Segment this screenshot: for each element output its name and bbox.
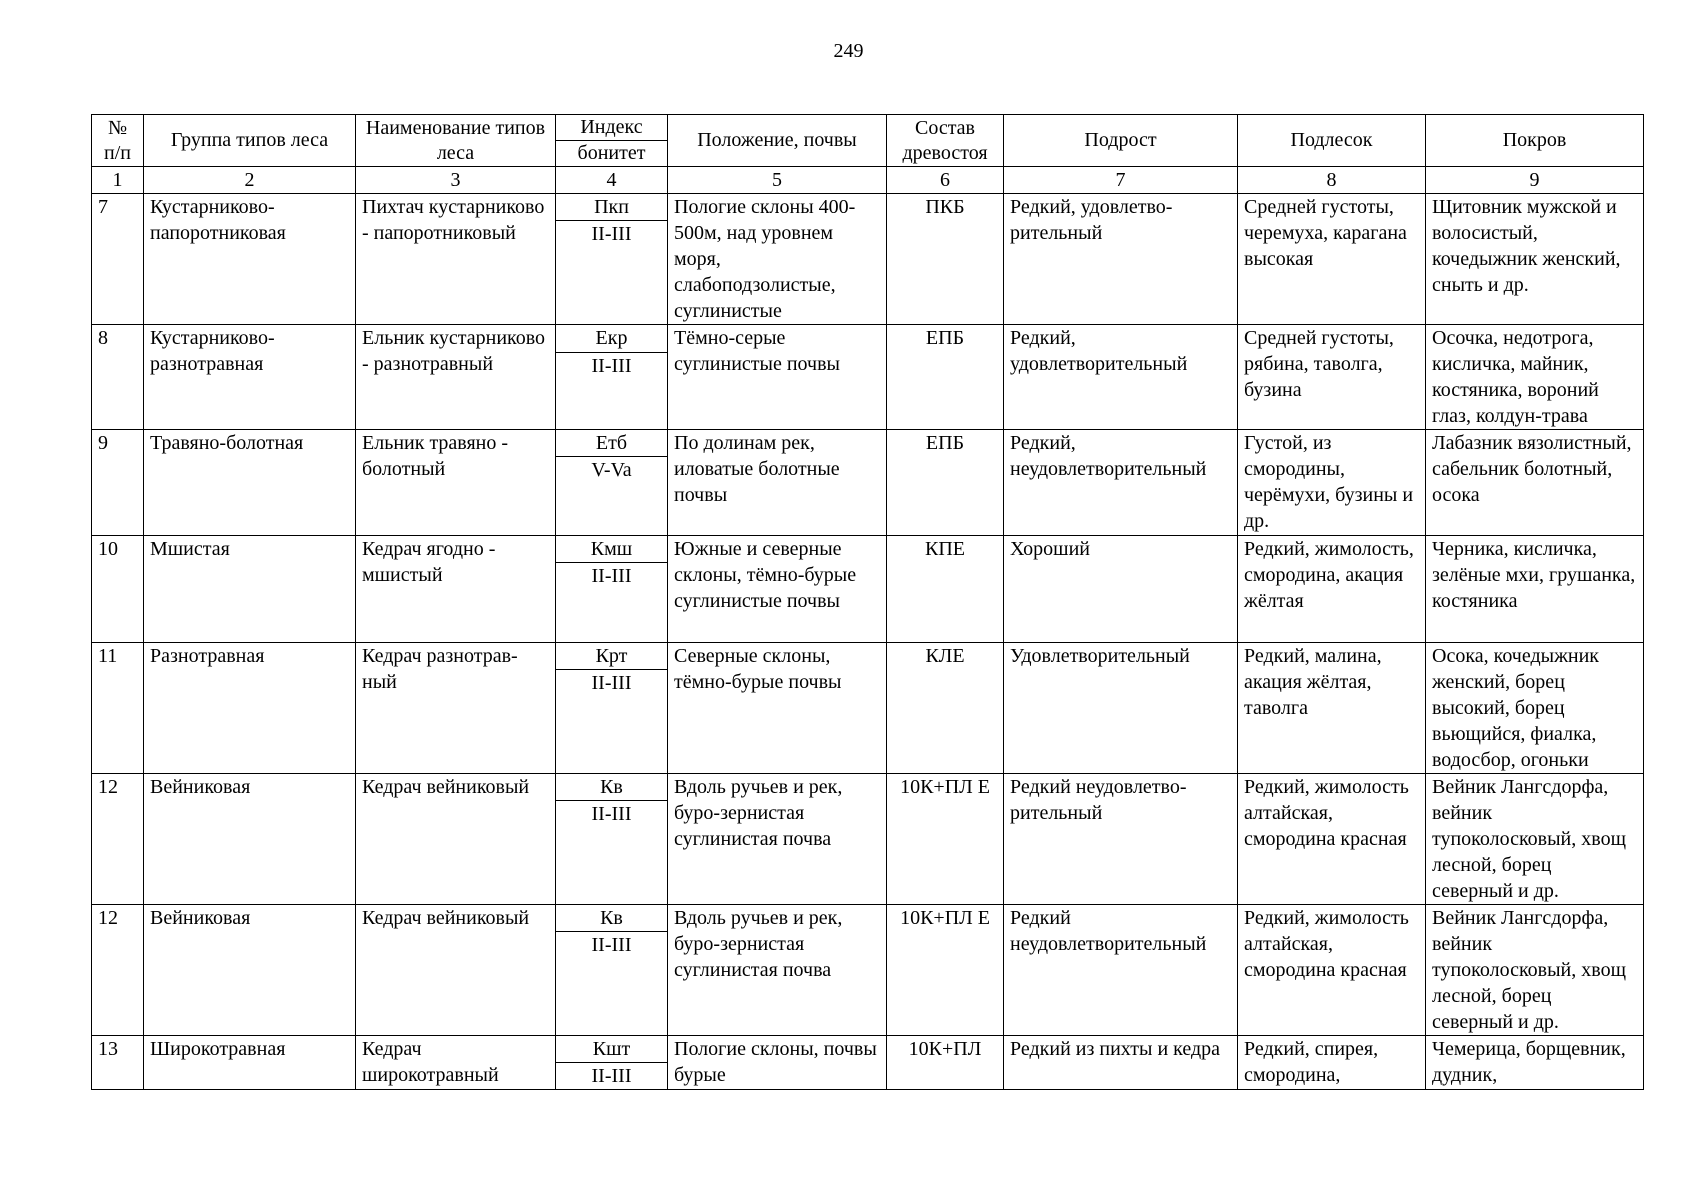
- cell-group: Кустарниково-разнотравная: [144, 325, 356, 430]
- header-group: Группа типов леса: [144, 115, 356, 167]
- cell-num: 13: [92, 1036, 144, 1090]
- cell-undergrowth: Редкий, удовлетворительный: [1004, 325, 1238, 430]
- table-row: [92, 1036, 1644, 1063]
- table-row: [92, 643, 1644, 670]
- column-number: 1: [92, 167, 144, 194]
- cell-composition: КПЕ: [887, 536, 1004, 643]
- column-number: 4: [556, 167, 668, 194]
- cell-group: Вейниковая: [144, 905, 356, 1036]
- cell-position: Южные и северные склоны, тёмно-бурые суглинистые почвы: [668, 536, 887, 643]
- cell-name: Кедрач вейниковый: [356, 905, 556, 1036]
- cell-undergrowth: Редкий неудовлетво-рительный: [1004, 774, 1238, 905]
- cell-cover: Щитовник мужской и волосистый, кочедыжник женский, сныть и др.: [1426, 194, 1644, 325]
- cell-composition: ЕПБ: [887, 430, 1004, 536]
- cell-underbrush: Редкий, жимолость алтайская, смородина красная: [1238, 774, 1426, 905]
- column-number: 5: [668, 167, 887, 194]
- column-number: 9: [1426, 167, 1644, 194]
- cell-num: 8: [92, 325, 144, 430]
- table-body: [92, 167, 1644, 1090]
- table-row: [92, 905, 1644, 932]
- cell-bonitet: II-III: [556, 221, 668, 325]
- cell-position: Вдоль ручьев и рек, буро-зернистая суглинистая почва: [668, 774, 887, 905]
- cell-index: Кв: [556, 905, 668, 932]
- column-number: 2: [144, 167, 356, 194]
- cell-undergrowth: Редкий, неудовлетворительный: [1004, 430, 1238, 536]
- cell-position: Пологие склоны, почвы бурые: [668, 1036, 887, 1090]
- cell-name: Кедрач широкотравный: [356, 1036, 556, 1090]
- cell-group: Травяно-болотная: [144, 430, 356, 536]
- column-numbers-row: [92, 167, 1644, 194]
- cell-cover: Лабазник вязолистный, сабельник болотный, осока: [1426, 430, 1644, 536]
- cell-cover: Чемерица, борщевник, дудник,: [1426, 1036, 1644, 1090]
- header-bonitet: бонитет: [556, 141, 668, 167]
- cell-group: Вейниковая: [144, 774, 356, 905]
- cell-name: Кедрач вейниковый: [356, 774, 556, 905]
- cell-num: 10: [92, 536, 144, 643]
- cell-index: Крт: [556, 643, 668, 670]
- column-number: 7: [1004, 167, 1238, 194]
- cell-cover: Черника, кисличка, зелёные мхи, грушанка, костяника: [1426, 536, 1644, 643]
- cell-bonitet: II-III: [556, 932, 668, 1036]
- header-cover: Покров: [1426, 115, 1644, 167]
- cell-undergrowth: Редкий неудовлетворительный: [1004, 905, 1238, 1036]
- header-name: Наименование типов леса: [356, 115, 556, 167]
- cell-cover: Вейник Лангсдорфа, вейник тупоколосковый, хвощ лесной, борец северный и др.: [1426, 905, 1644, 1036]
- header-undergrowth: Подрост: [1004, 115, 1238, 167]
- cell-bonitet: II-III: [556, 352, 668, 429]
- cell-group: Кустарниково-папоротниковая: [144, 194, 356, 325]
- cell-undergrowth: Удовлетворительный: [1004, 643, 1238, 774]
- cell-undergrowth: Редкий из пихты и кедра: [1004, 1036, 1238, 1090]
- cell-num: 9: [92, 430, 144, 536]
- table-row: [92, 536, 1644, 563]
- cell-composition: ЕПБ: [887, 325, 1004, 430]
- table-row: [92, 194, 1644, 221]
- cell-name: Кедрач разнотрав-ный: [356, 643, 556, 774]
- cell-bonitet: V-Va: [556, 457, 668, 536]
- cell-underbrush: Редкий, малина, акация жёлтая, таволга: [1238, 643, 1426, 774]
- cell-group: Широкотравная: [144, 1036, 356, 1090]
- cell-underbrush: Средней густоты, рябина, таволга, бузина: [1238, 325, 1426, 430]
- cell-name: Ельник кустарниково - разнотравный: [356, 325, 556, 430]
- cell-cover: Осочка, недотрога, кисличка, майник, костяника, вороний глаз, колдун-трава: [1426, 325, 1644, 430]
- cell-undergrowth: Хороший: [1004, 536, 1238, 643]
- cell-composition: ПКБ: [887, 194, 1004, 325]
- cell-group: Мшистая: [144, 536, 356, 643]
- cell-bonitet: II-III: [556, 670, 668, 774]
- column-number: 6: [887, 167, 1004, 194]
- cell-index: Кв: [556, 774, 668, 801]
- cell-composition: КЛЕ: [887, 643, 1004, 774]
- cell-underbrush: Редкий, жимолость, смородина, акация жёлтая: [1238, 536, 1426, 643]
- column-number: 3: [356, 167, 556, 194]
- cell-num: 7: [92, 194, 144, 325]
- cell-index: Пкп: [556, 194, 668, 221]
- cell-composition: 10К+ПЛ Е: [887, 905, 1004, 1036]
- header-position: Положение, почвы: [668, 115, 887, 167]
- cell-num: 12: [92, 774, 144, 905]
- cell-underbrush: Густой, из смородины, черёмухи, бузины и др.: [1238, 430, 1426, 536]
- cell-group: Разнотравная: [144, 643, 356, 774]
- cell-position: Вдоль ручьев и рек, буро-зернистая суглинистая почва: [668, 905, 887, 1036]
- header-underbrush: Подлесок: [1238, 115, 1426, 167]
- cell-position: Пологие склоны 400-500м, над уровнем моря, слабоподзолистые, суглинистые: [668, 194, 887, 325]
- cell-position: Тёмно-серые суглинистые почвы: [668, 325, 887, 430]
- header-num: № п/п: [92, 115, 144, 167]
- cell-index: Кшт: [556, 1036, 668, 1063]
- cell-index: Етб: [556, 430, 668, 457]
- header-index: Индекс: [556, 115, 668, 141]
- cell-position: Северные склоны, тёмно-бурые почвы: [668, 643, 887, 774]
- cell-num: 11: [92, 643, 144, 774]
- table-row: [92, 325, 1644, 353]
- cell-index: Екр: [556, 325, 668, 353]
- cell-index: Кмш: [556, 536, 668, 563]
- forest-types-table: [91, 114, 1644, 1090]
- cell-underbrush: Редкий, спирея, смородина,: [1238, 1036, 1426, 1090]
- cell-cover: Осока, кочедыжник женский, борец высокий, борец вьющийся, фиалка, водосбор, огоньки: [1426, 643, 1644, 774]
- cell-bonitet: II-III: [556, 1063, 668, 1090]
- cell-position: По долинам рек, иловатые болотные почвы: [668, 430, 887, 536]
- cell-bonitet: II-III: [556, 563, 668, 643]
- cell-composition: 10К+ПЛ: [887, 1036, 1004, 1090]
- column-number: 8: [1238, 167, 1426, 194]
- cell-name: Ельник травяно - болотный: [356, 430, 556, 536]
- cell-cover: Вейник Лангсдорфа, вейник тупоколосковый, хвощ лесной, борец северный и др.: [1426, 774, 1644, 905]
- cell-name: Кедрач ягодно - мшистый: [356, 536, 556, 643]
- table-row: [92, 430, 1644, 457]
- header-composition: Состав древостоя: [887, 115, 1004, 167]
- cell-underbrush: Средней густоты, черемуха, карагана высокая: [1238, 194, 1426, 325]
- cell-composition: 10К+ПЛ Е: [887, 774, 1004, 905]
- cell-underbrush: Редкий, жимолость алтайская, смородина красная: [1238, 905, 1426, 1036]
- page-number: 249: [833, 40, 864, 62]
- cell-num: 12: [92, 905, 144, 1036]
- cell-undergrowth: Редкий, удовлетво-рительный: [1004, 194, 1238, 325]
- table-row: [92, 774, 1644, 801]
- cell-bonitet: II-III: [556, 801, 668, 905]
- cell-name: Пихтач кустарниково - папоротниковый: [356, 194, 556, 325]
